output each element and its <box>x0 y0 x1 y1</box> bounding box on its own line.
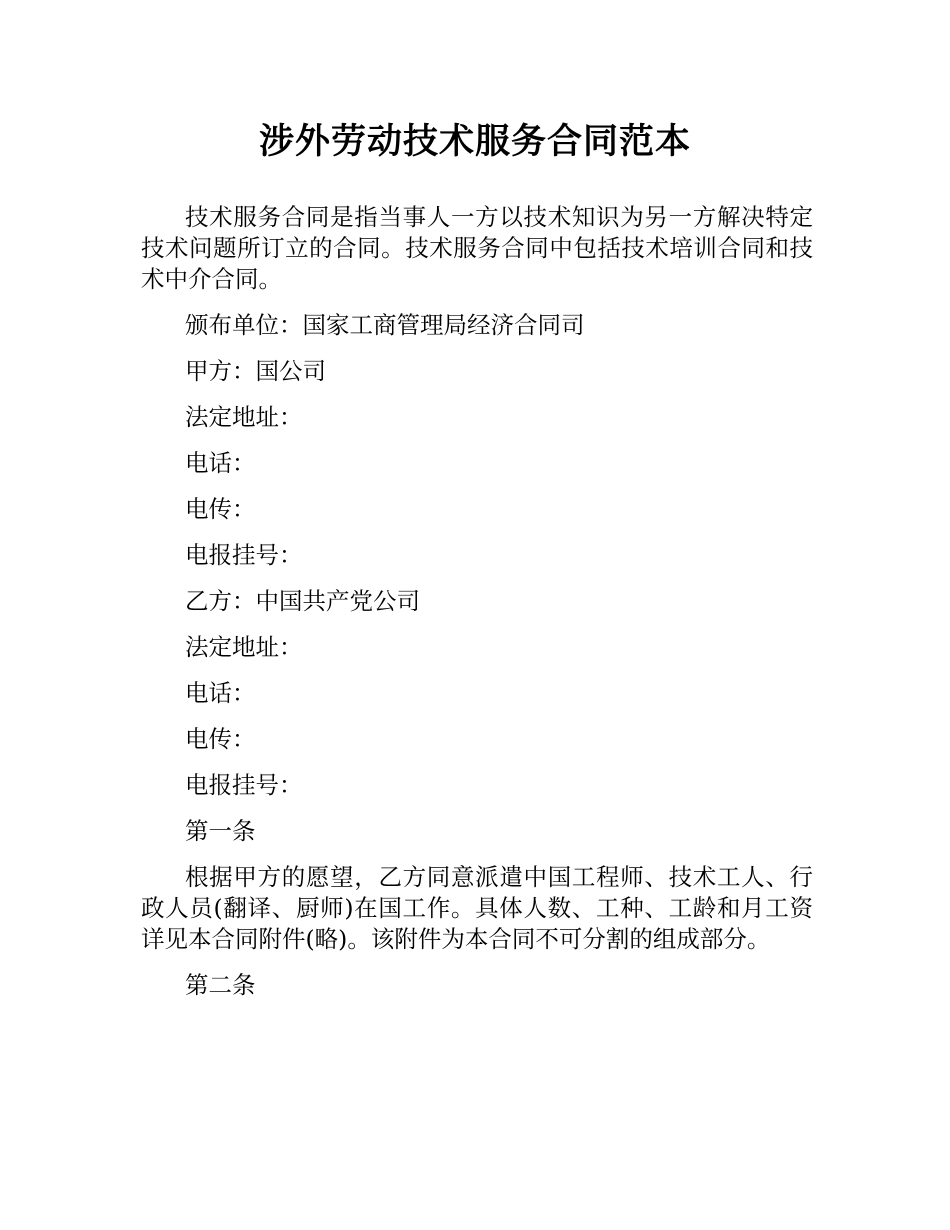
article-1-heading: 第一条 <box>185 817 256 845</box>
article-2-heading: 第二条 <box>185 971 256 999</box>
party-a-address: 法定地址： <box>185 403 303 431</box>
article-1-text: 根据甲方的愿望，乙方同意派遣中国工程师、技术工人、行政人员(翻译、厨师)在国工作。具体人数、工种、工龄和月工资详见本合同附件(略)。该附件为本合同不可分割的组成部分。 <box>141 863 813 953</box>
party-a-phone: 电话： <box>185 449 256 477</box>
intro-paragraph: 技术服务合同是指当事人一方以技术知识为另一方解决特定技术问题所订立的合同。技术服务合同中包括技术培训合同和技术中介合同。 <box>141 203 813 293</box>
issuing-authority: 颁布单位：国家工商管理局经济合同司 <box>185 311 585 339</box>
party-b-telex: 电传： <box>185 725 256 753</box>
party-a-telex: 电传： <box>185 495 256 523</box>
party-a-name: 甲方：国公司 <box>185 357 326 385</box>
party-b-phone: 电话： <box>185 679 256 707</box>
document-body <box>141 202 813 1001</box>
party-b-cable: 电报挂号： <box>185 771 303 799</box>
party-a-cable: 电报挂号： <box>185 541 303 569</box>
party-b-name: 乙方：中国共产党公司 <box>185 587 420 615</box>
party-b-address: 法定地址： <box>185 633 303 661</box>
document-title: 涉外劳动技术服务合同范本 <box>258 122 691 162</box>
